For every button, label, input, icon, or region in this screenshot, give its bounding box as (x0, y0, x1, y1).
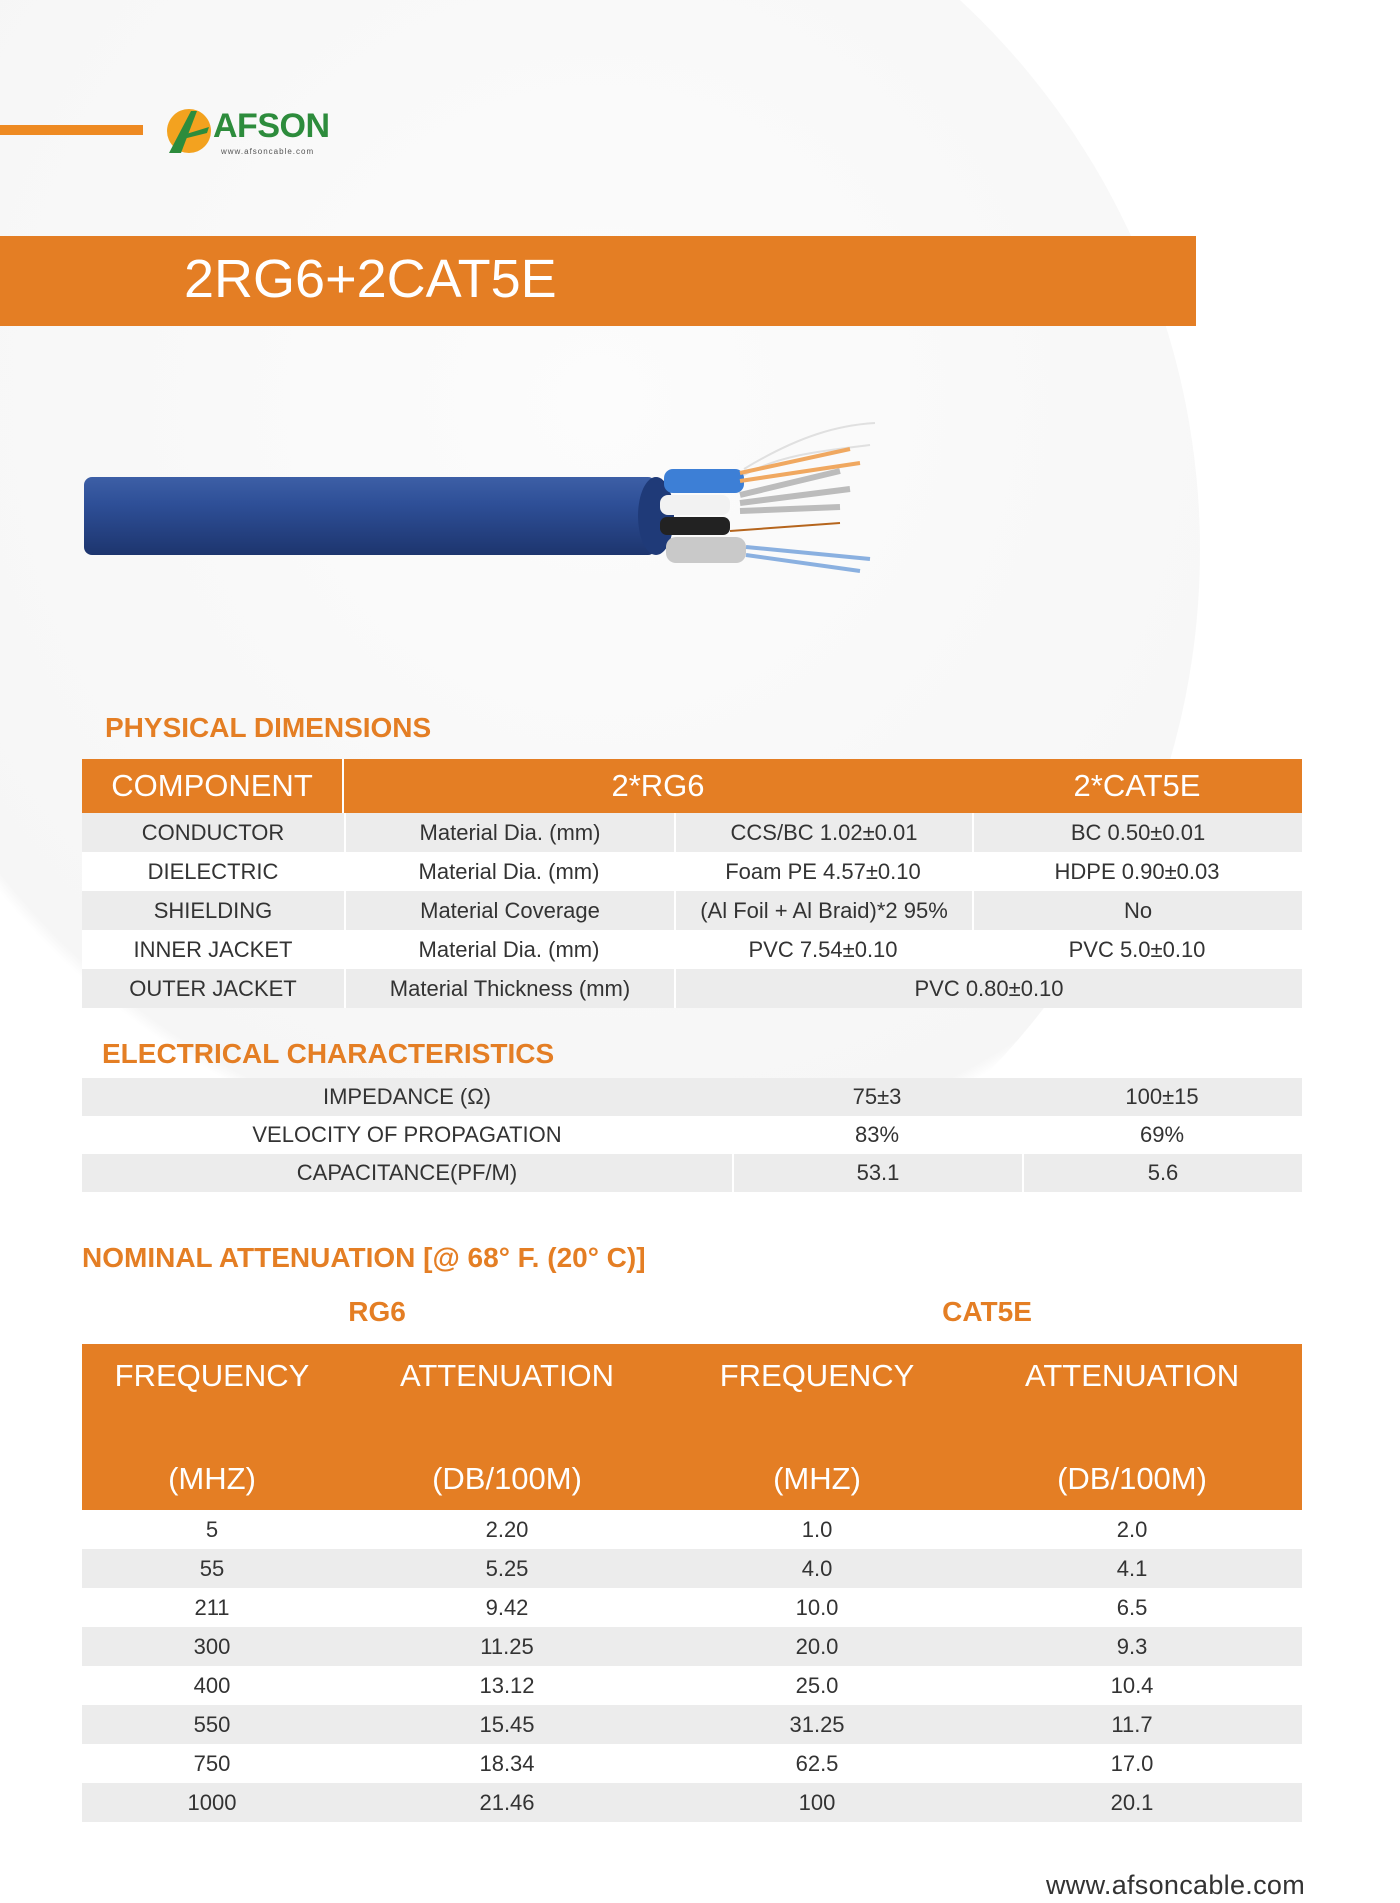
table-row (82, 969, 1302, 1008)
table-row (82, 930, 1302, 969)
table-row (82, 1744, 1302, 1783)
rg6-frequency: 300 (82, 1627, 342, 1666)
column-unit: (MHZ) (168, 1461, 256, 1496)
cat5e-value-cell: No (972, 891, 1302, 930)
property-cell: Material Thickness (mm) (344, 969, 674, 1008)
electrical-characteristics-heading: ELECTRICAL CHARACTERISTICS (102, 1038, 555, 1069)
rg6-attenuation: 21.46 (342, 1783, 672, 1822)
cat5e-frequency: 20.0 (672, 1627, 962, 1666)
cable-image (80, 385, 880, 595)
component-cell: INNER JACKET (82, 930, 344, 969)
rg6-frequency: 750 (82, 1744, 342, 1783)
column-label: FREQUENCY (719, 1358, 915, 1393)
table-row (82, 813, 1302, 852)
cat5e-value-cell: PVC 5.0±0.10 (972, 930, 1302, 969)
rg6-attenuation: 9.42 (342, 1588, 672, 1627)
column-header (82, 1344, 342, 1510)
property-cell: Material Dia. (mm) (344, 930, 674, 969)
table-row (82, 1705, 1302, 1744)
rg6-value-cell: 75±3 (732, 1078, 1022, 1116)
shared-value-cell: PVC 0.80±0.10 (674, 969, 1302, 1008)
table-row (82, 1510, 1302, 1549)
page-title: 2RG6+2CAT5E (184, 249, 557, 309)
cat5e-attenuation: 4.1 (962, 1549, 1302, 1588)
footer-website-link[interactable]: www.afsoncable.com (1045, 1870, 1305, 1900)
table-row (82, 1154, 1302, 1192)
brand-name: AFSON (213, 107, 330, 145)
cat5e-frequency: 1.0 (672, 1510, 962, 1549)
cat5e-frequency: 10.0 (672, 1588, 962, 1627)
rg6-frequency: 55 (82, 1549, 342, 1588)
rg6-value-cell: CCS/BC 1.02±0.01 (674, 813, 972, 852)
component-cell: DIELECTRIC (82, 852, 344, 891)
electrical-characteristics-table (82, 1078, 1302, 1192)
rg6-value-cell: PVC 7.54±0.10 (674, 930, 972, 969)
cat5e-attenuation: 11.7 (962, 1705, 1302, 1744)
component-cell: OUTER JACKET (82, 969, 344, 1008)
characteristic-label: CAPACITANCE(PF/M) (82, 1154, 732, 1192)
rg6-attenuation: 2.20 (342, 1510, 672, 1549)
column-header (962, 1344, 1302, 1510)
header-accent-line (0, 125, 143, 135)
table-row (82, 891, 1302, 930)
cat5e-attenuation: 9.3 (962, 1627, 1302, 1666)
cat5e-attenuation: 2.0 (962, 1510, 1302, 1549)
rg6-attenuation: 18.34 (342, 1744, 672, 1783)
cat5e-attenuation: 20.1 (962, 1783, 1302, 1822)
afson-logo-icon (163, 105, 215, 157)
table-row (82, 1666, 1302, 1705)
header-cat5e: 2*CAT5E (972, 759, 1302, 813)
property-cell: Material Dia. (mm) (344, 813, 674, 852)
rg6-frequency: 1000 (82, 1783, 342, 1822)
table-row (82, 1549, 1302, 1588)
rg6-frequency: 400 (82, 1666, 342, 1705)
cat5e-frequency: 62.5 (672, 1744, 962, 1783)
rg6-value-cell: 83% (732, 1116, 1022, 1154)
cat5e-value-cell: 69% (1022, 1116, 1302, 1154)
component-cell: SHIELDING (82, 891, 344, 930)
nominal-attenuation-heading: NOMINAL ATTENUATION [@ 68° F. (20° C)] (82, 1242, 646, 1273)
table-row (82, 1627, 1302, 1666)
rg6-attenuation: 5.25 (342, 1549, 672, 1588)
group-cat5e: CAT5E (672, 1280, 1302, 1344)
column-label: ATTENUATION (1024, 1358, 1240, 1393)
cat5e-frequency: 25.0 (672, 1666, 962, 1705)
column-unit: (DB/100M) (432, 1461, 582, 1496)
nominal-attenuation-table (82, 1280, 1302, 1822)
rg6-value-cell: 53.1 (732, 1154, 1022, 1192)
column-label: ATTENUATION (399, 1358, 615, 1393)
cat5e-frequency: 31.25 (672, 1705, 962, 1744)
rg6-attenuation: 13.12 (342, 1666, 672, 1705)
cat5e-attenuation: 10.4 (962, 1666, 1302, 1705)
brand-url-small: www.afsoncable.com (221, 147, 315, 156)
table-row (82, 1116, 1302, 1154)
column-header (342, 1344, 672, 1510)
column-label: FREQUENCY (114, 1358, 310, 1393)
rg6-value-cell: Foam PE 4.57±0.10 (674, 852, 972, 891)
table-row (82, 1588, 1302, 1627)
table-row (82, 1783, 1302, 1822)
column-unit: (MHZ) (773, 1461, 861, 1496)
rg6-frequency: 550 (82, 1705, 342, 1744)
physical-dimensions-heading: PHYSICAL DIMENSIONS (105, 712, 432, 743)
cat5e-value-cell: 5.6 (1022, 1154, 1302, 1192)
rg6-attenuation: 15.45 (342, 1705, 672, 1744)
cat5e-value-cell: BC 0.50±0.01 (972, 813, 1302, 852)
rg6-frequency: 211 (82, 1588, 342, 1627)
component-cell: CONDUCTOR (82, 813, 344, 852)
property-cell: Material Coverage (344, 891, 674, 930)
characteristic-label: VELOCITY OF PROPAGATION (82, 1116, 732, 1154)
column-unit: (DB/100M) (1057, 1461, 1207, 1496)
property-cell: Material Dia. (mm) (344, 852, 674, 891)
physical-dimensions-table (82, 759, 1302, 1008)
characteristic-label: IMPEDANCE (Ω) (82, 1078, 732, 1116)
group-rg6: RG6 (82, 1280, 672, 1344)
cat5e-attenuation: 6.5 (962, 1588, 1302, 1627)
column-header (672, 1344, 962, 1510)
brand-logo (163, 103, 333, 163)
cat5e-frequency: 4.0 (672, 1549, 962, 1588)
header-component: COMPONENT (82, 759, 344, 813)
cat5e-frequency: 100 (672, 1783, 962, 1822)
cat5e-attenuation: 17.0 (962, 1744, 1302, 1783)
header-rg6: 2*RG6 (344, 759, 972, 813)
cat5e-value-cell: 100±15 (1022, 1078, 1302, 1116)
table-row (82, 1078, 1302, 1116)
title-bar (0, 236, 1196, 326)
rg6-value-cell: (Al Foil + Al Braid)*2 95% (674, 891, 972, 930)
cat5e-value-cell: HDPE 0.90±0.03 (972, 852, 1302, 891)
rg6-attenuation: 11.25 (342, 1627, 672, 1666)
table-row (82, 852, 1302, 891)
rg6-frequency: 5 (82, 1510, 342, 1549)
